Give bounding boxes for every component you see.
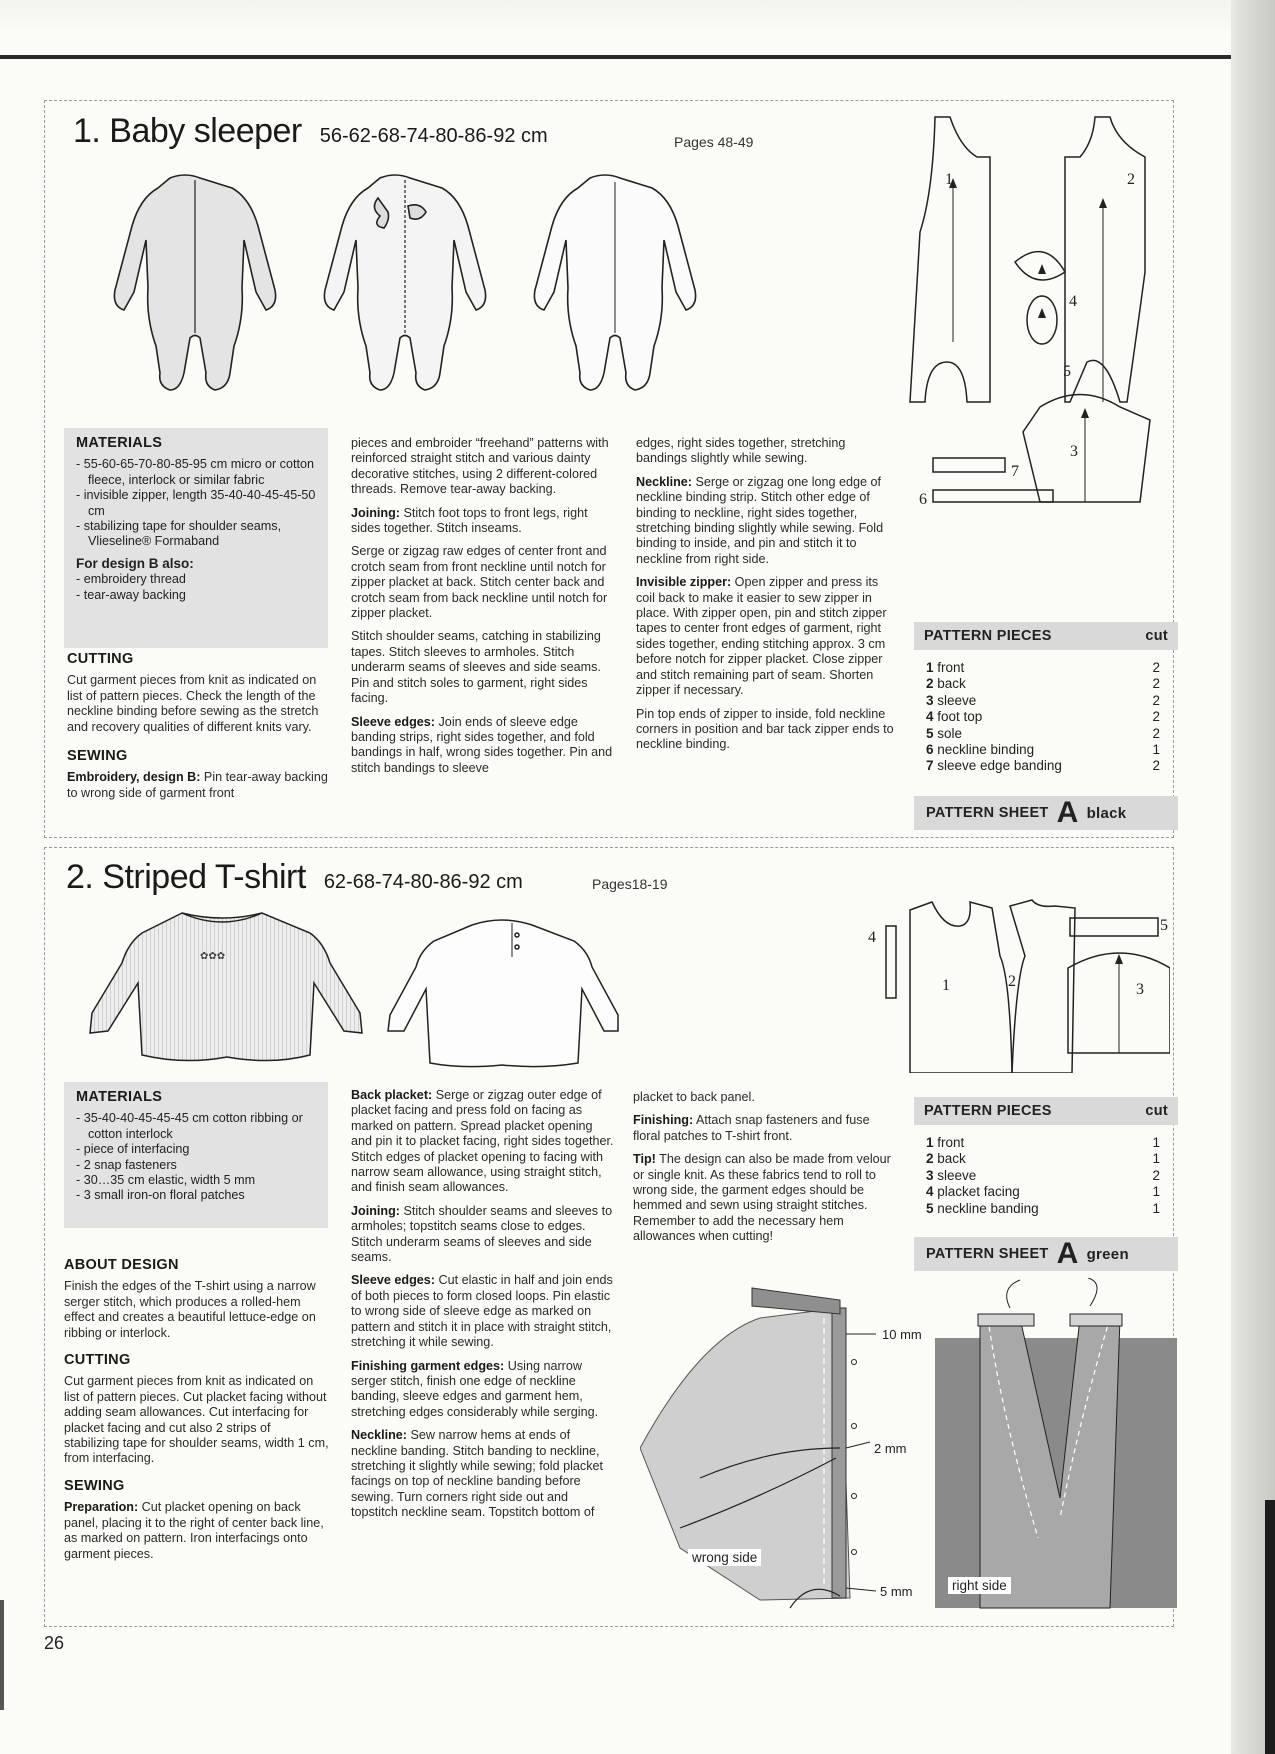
project2-sizes: 62-68-74-80-86-92 cm (323, 871, 523, 893)
project2-col2 (351, 1088, 617, 1529)
measure-10mm: 10 mm (882, 1327, 922, 1342)
pattern-label-2: 2 (1008, 973, 1016, 990)
project2-material-item: - piece of interfacing (76, 1142, 190, 1157)
pattern-piece-neckline-banding (1070, 918, 1158, 936)
pattern-piece-sleeve (1023, 395, 1150, 503)
pattern-piece-row: 3 sleeve 2 (926, 692, 1160, 708)
project2-neckline-label: Neckline: (351, 1428, 407, 1443)
project1-pattern-sheet (914, 796, 1178, 830)
sleeper-front-embroidered (324, 175, 485, 390)
pattern-sheet-letter: A (1056, 796, 1079, 829)
project1-neckline-text: Serge or zigzag one long edge of neckline binding strip. Stitch other edge of binding to neckline, right sides together, stretching binding slightly while sewing. Fold binding to inside, and pin and stitch it to neckline from right side. (636, 474, 884, 566)
project2-sewing-heading: SEWING (64, 1477, 125, 1494)
project2-materials-box (64, 1082, 328, 1228)
project1-design-b-item: - tear-away backing (76, 587, 186, 602)
project2-back-placket-text: Serge or zigzag outer edge of placket facing and press fold on facing as marked on pattern. Spread placket opening and pin it to placket facing, right sides together. Stitch edges of placket opening to facing with narrow seam allowance, using straight stitch, and finish seam allowances. (351, 1088, 614, 1195)
pattern-label-3: 3 (1070, 443, 1078, 460)
pattern-piece-placket-facing (886, 926, 896, 998)
pattern-label-2: 2 (1127, 171, 1135, 188)
project1-col3-paragraph: Pin top ends of zipper to inside, fold neckline corners in position and bar tack zipper ends to neckline binding. (636, 706, 894, 752)
page-number: 26 (44, 1633, 65, 1653)
pattern-piece-back (1065, 117, 1145, 402)
pattern-piece-row: 4 foot top 2 (926, 709, 1160, 725)
right-side-label: right side (948, 1577, 1011, 1594)
project1-material-item: - invisible zipper, length 35-40-40-45-45-50 cm (76, 488, 316, 518)
scan-edge-line (0, 55, 1275, 59)
pattern-piece-front (910, 117, 990, 402)
project2-tip-label: Tip! (633, 1152, 656, 1167)
project2-material-item: - 35-40-40-45-45-45 cm cotton ribbing or cotton interlock (76, 1111, 303, 1141)
project1-neckline-label: Neckline: (636, 474, 692, 489)
project2-col3-paragraph: placket to back panel. (633, 1090, 755, 1104)
project1-cutting-text: Cut garment pieces from knit as indicated on list of pattern pieces. Check the length of the neckline binding before sewing as the stretch and recovery qualities of different knits vary. (67, 673, 319, 734)
project1-cut-heading: cut (1145, 628, 1168, 644)
project2-material-item: - 2 snap fasteners (76, 1157, 177, 1172)
project2-joining-label: Joining: (351, 1203, 400, 1218)
pattern-piece-sole (1027, 296, 1057, 344)
project1-col1 (67, 652, 329, 809)
pattern-label-1: 1 (942, 977, 950, 994)
project2-prep-label: Preparation: (64, 1500, 139, 1515)
pattern-piece-sleeve-banding (933, 458, 1005, 472)
pattern-piece-front (910, 902, 1012, 1073)
wrong-side-label: wrong side (688, 1549, 761, 1566)
project1-col3 (636, 436, 898, 761)
pattern-label-3: 3 (1136, 981, 1144, 998)
project2-pattern-pieces (914, 1097, 1178, 1217)
pattern-piece-foot-top (1015, 252, 1065, 280)
project1-embroidery-text: Pin tear-away backing to wrong side of garment front (67, 770, 328, 800)
pattern-piece-row: 2 back 1 (926, 1151, 1160, 1167)
project2-name: 2. Striped T-shirt (66, 858, 306, 896)
project2-prep-text: Cut placket opening on back panel, placing it to the right of center back line, as marked on pattern. Iron interfacings onto garment pieces. (64, 1500, 324, 1561)
project2-material-item: - 30…35 cm elastic, width 5 mm (76, 1173, 256, 1188)
pattern-label-7: 7 (1011, 463, 1019, 480)
project1-pattern-pieces-heading: PATTERN PIECES (924, 628, 1052, 644)
project2-pattern-pieces-heading: PATTERN PIECES (924, 1103, 1052, 1119)
project2-col3 (633, 1090, 898, 1253)
project1-col2-paragraph: Serge or zigzag raw edges of center front and crotch seam from front neckline until notch for zipper placket at back. Stitch center back and crotch seam from back neckline until notch for zipper placket. (351, 544, 608, 621)
project2-pages: Pages18-19 (592, 876, 668, 892)
pattern-piece-row: 5 sole 2 (926, 725, 1160, 741)
project2-about-text: Finish the edges of the T-shirt using a narrow serger stitch, which produces a rolled-hem effect and creates a beautiful lettuce-edge on ribbing or interlock. (64, 1279, 316, 1340)
project1-col2 (351, 436, 617, 784)
pattern-sheet-label: PATTERN SHEET (926, 1246, 1049, 1262)
project1-sleeve-label: Sleeve edges: (351, 714, 436, 729)
project2-pattern-pieces-header (914, 1097, 1178, 1125)
project2-back-placket-label: Back placket: (351, 1088, 433, 1102)
pattern-sheet-color: green (1086, 1245, 1129, 1263)
project2-finishing-label: Finishing: (633, 1113, 694, 1128)
project2-neckline-text: Sew narrow hems at ends of neckline banding. Stitch banding to neckline, stretching it slightly while sewing; fold placket facings on top of neckline banding before sewing. Turn corners right side out and topstitch neckline seam. Topstitch bottom of (351, 1428, 603, 1520)
project1-materials-heading: MATERIALS (76, 435, 163, 451)
pattern-label-6: 6 (919, 491, 927, 508)
pattern-piece-row: 3 sleeve 2 (926, 1167, 1160, 1183)
pattern-piece-row: 6 neckline binding 1 (926, 741, 1160, 757)
scan-shadow (0, 0, 1275, 62)
pattern-piece-row: 2 back 2 (926, 676, 1160, 692)
svg-text:✿✿✿: ✿✿✿ (200, 951, 226, 962)
project2-cutting-text: Cut garment pieces from knit as indicated on list of pattern pieces. Cut placket facing without adding seam allowances. Cut interfacing for placket facing and cut also 2 strips of stabilizing tape for shoulder seams, width 1 cm, from interfacing. (64, 1374, 329, 1466)
sleeper-illustrations (60, 168, 760, 408)
project1-material-item: - stabilizing tape for shoulder seams, Vlieseline® Formaband (76, 519, 282, 549)
project2-sleeve-text: Cut elastic in half and join ends of both pieces to form closed loops. Pin elastic to wrong side of sleeve edge as marked on pattern and stitch it in place with straight stitch, stretching it while sewing. (351, 1273, 613, 1350)
project1-pattern-pieces (914, 622, 1178, 775)
project1-sizes: 56-62-68-74-80-86-92 cm (319, 125, 548, 147)
project1-embroidery-label: Embroidery, design B: (67, 770, 201, 785)
pattern-label-5: 5 (1160, 917, 1168, 934)
project1-joining-label: Joining: (351, 505, 400, 520)
tshirt-front (90, 913, 362, 1061)
pattern-sheet-letter: A (1056, 1237, 1079, 1270)
project2-col1 (64, 1258, 329, 1570)
project2-joining-text: Stitch shoulder seams and sleeves to armholes; topstitch seams close to edges. Stitch underarm seams of sleeves and side seams. (351, 1203, 613, 1265)
sleeper-back (534, 175, 695, 390)
pattern-piece-row: 1 front 2 (926, 660, 1160, 675)
project1-title (73, 112, 548, 151)
project1-materials-box (64, 428, 328, 648)
project1-cutting-heading: CUTTING (67, 651, 134, 667)
pattern-piece-row: 4 placket facing 1 (926, 1184, 1160, 1200)
project1-pages: Pages 48-49 (674, 134, 754, 150)
scan-edge-mark (0, 1600, 4, 1710)
project1-design-b-item: - embroidery thread (76, 572, 186, 587)
pattern-piece-row: 7 sleeve edge banding 2 (926, 758, 1160, 774)
tshirt-illustrations (62, 905, 662, 1075)
project1-sewing-heading: SEWING (67, 748, 128, 765)
tshirt-back (388, 920, 618, 1067)
project2-title (66, 858, 523, 897)
pattern-piece-neckline-binding (933, 490, 1053, 502)
sleeper-pattern-diagram (905, 112, 1170, 512)
measure-5mm: 5 mm (880, 1584, 913, 1599)
pattern-sheet-label: PATTERN SHEET (926, 805, 1049, 821)
project1-zipper-label: Invisible zipper: (636, 575, 732, 590)
project2-sleeve-label: Sleeve edges: (351, 1273, 436, 1288)
pattern-sheet-color: black (1086, 804, 1127, 822)
page-gutter-shadow (1265, 1500, 1275, 1754)
pattern-piece-back (1010, 900, 1075, 1073)
project1-col3-paragraph: edges, right sides together, stretching bandings slightly while sewing. (636, 436, 846, 466)
project1-joining-text: Stitch foot tops to front legs, right sides together. Stitch inseams. (351, 505, 588, 536)
project2-materials-heading: MATERIALS (76, 1089, 163, 1105)
pattern-piece-row: 5 neckline banding 1 (926, 1200, 1160, 1216)
project1-col2-paragraph: Stitch shoulder seams, catching in stabilizing tapes. Stitch sleeves to armholes. Stitch underarm seams of sleeves and side seams. Pin and stitch soles to garment, right sides facing. (351, 629, 601, 706)
project1-sleeve-text: Join ends of sleeve edge banding strips, right sides together, and fold bandings in half, wrong sides together. Pin and stitch bandings to sleeve (351, 714, 613, 775)
project1-design-b-heading: For design B also: (76, 555, 194, 571)
placket-right-side-drawing (935, 1278, 1177, 1608)
project2-finishing-text: Attach snap fasteners and fuse floral patches to T-shirt front. (633, 1113, 870, 1143)
pattern-piece-row: 1 front 1 (926, 1135, 1160, 1150)
pattern-label-1: 1 (945, 171, 953, 188)
project1-material-item: - 55-60-65-70-80-85-95 cm micro or cotton fleece, interlock or similar fabric (76, 457, 314, 487)
project1-zipper-text: Open zipper and press its coil back to make it easier to sew zipper in place. With zipper open, pin and stitch zipper tapes to center front edges of garment, right sides together, ending stitching approx. 3 cm before notch for zipper placket. Close zipper and stitch remaining part of seam. Shorten zipper if necessary. (636, 575, 887, 698)
project1-name: 1. Baby sleeper (73, 112, 302, 150)
project2-finishing-edges-label: Finishing garment edges: (351, 1358, 505, 1373)
project2-cutting-heading: CUTTING (64, 1352, 131, 1369)
project2-about-heading: ABOUT DESIGN (64, 1257, 179, 1273)
pattern-label-4: 4 (868, 929, 876, 946)
project2-material-item: - 3 small iron-on floral patches (76, 1188, 245, 1203)
project2-cut-heading: cut (1145, 1103, 1168, 1119)
pattern-label-5: 5 (1063, 363, 1071, 380)
project1-col2-paragraph: pieces and embroider “freehand” patterns with reinforced straight stitch and various dainty decorative stitches, using 2 different-colored threads. Remove tear-away backing. (351, 436, 609, 497)
sleeper-front-plain (114, 175, 275, 390)
project2-finishing-edges-text: Using narrow serger stitch, finish one edge of neckline banding, sleeve edges and garment hem, stretching edges considerably while serging. (351, 1358, 599, 1419)
project2-pattern-sheet (914, 1237, 1178, 1271)
project1-pattern-pieces-header (914, 622, 1178, 650)
page-gutter (1231, 0, 1275, 1754)
pattern-label-4: 4 (1069, 293, 1077, 310)
project2-tip-text: The design can also be made from velour or single knit. As these fabrics tend to roll to wrong side, the garment edges should be hemmed and sewn using straight stitches. Remember to add the necessary hem allowances when cutting! (633, 1152, 891, 1244)
measure-2mm: 2 mm (874, 1441, 907, 1456)
tshirt-pattern-diagram (860, 888, 1170, 1073)
